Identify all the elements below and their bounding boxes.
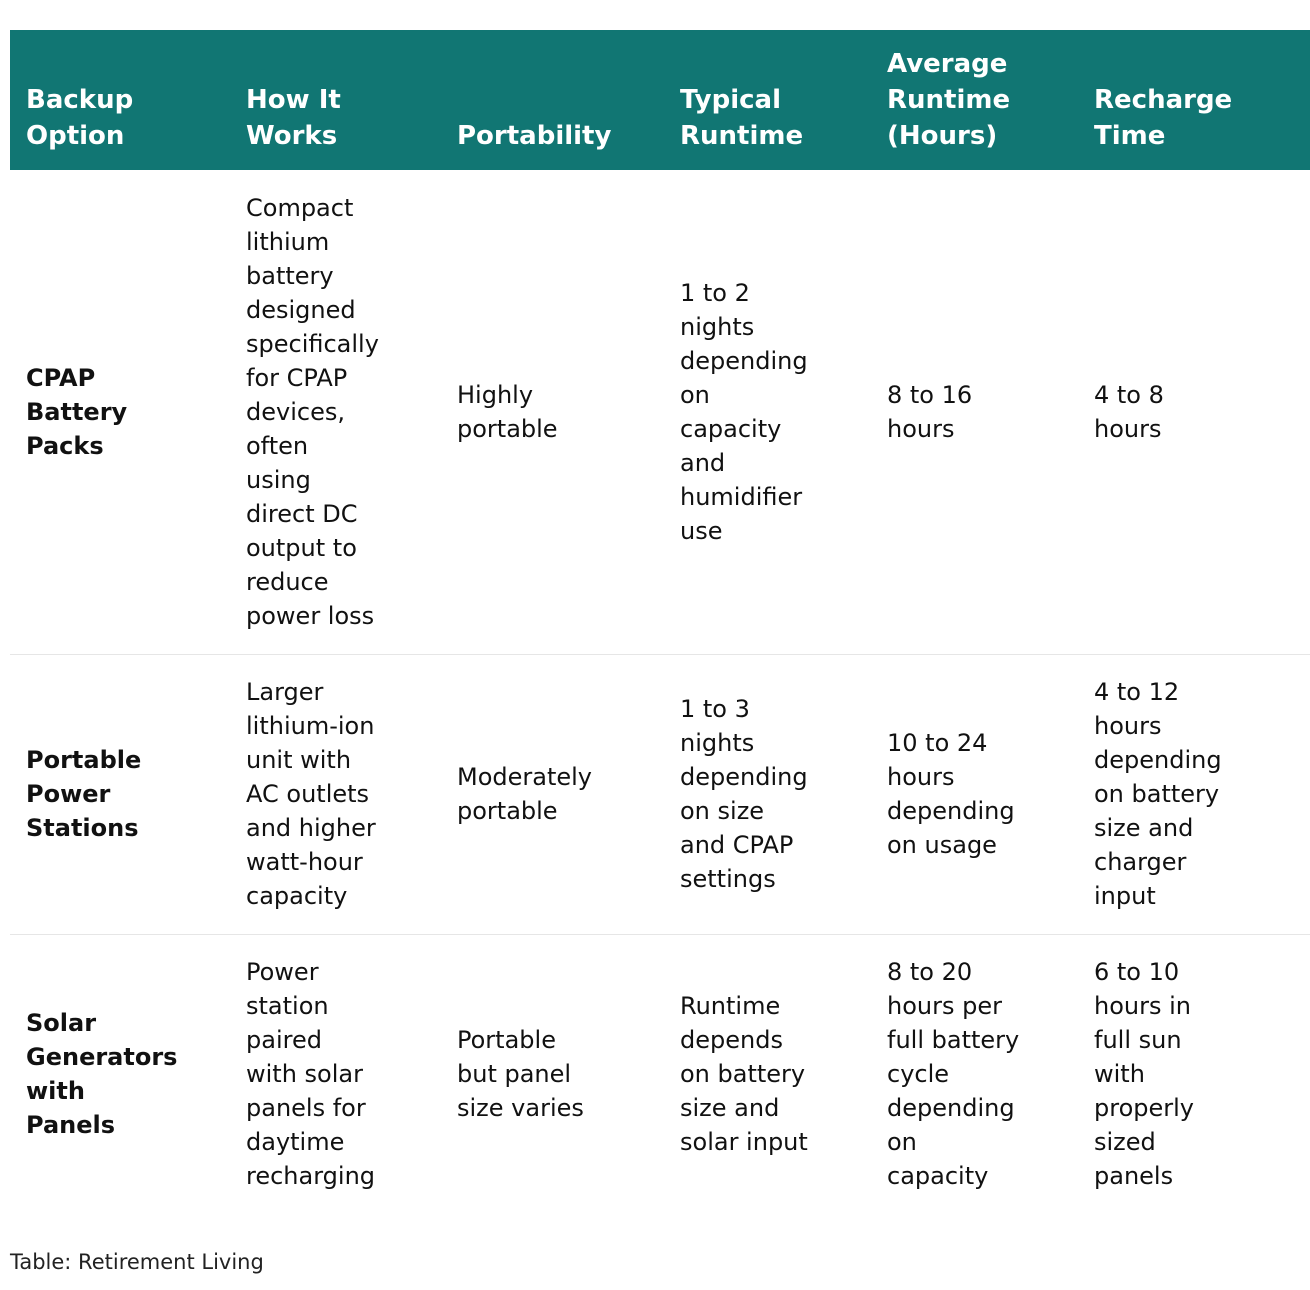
- table-row: [10, 170, 1310, 654]
- cell-line: and CPAP: [680, 831, 794, 859]
- cell-line: and: [680, 448, 726, 477]
- header-line: Runtime: [887, 85, 1011, 115]
- cell-line: capacity: [887, 1162, 989, 1191]
- cell-line: depending: [887, 1094, 1015, 1123]
- cell-line: unit with: [246, 746, 352, 774]
- table-body: [10, 170, 1310, 1214]
- cell-line: panels: [1094, 1162, 1174, 1191]
- cell-line: properly: [1094, 1094, 1194, 1123]
- cell-line: size and: [1094, 814, 1194, 842]
- cell-line: on usage: [887, 831, 997, 859]
- cell-line: sized: [1094, 1128, 1156, 1157]
- header-line: Time: [1094, 121, 1166, 151]
- cell-line: size varies: [457, 1094, 584, 1123]
- cell-line: humidifier: [680, 482, 803, 511]
- cell-line: power loss: [246, 601, 375, 630]
- cell-line: nights: [680, 312, 755, 341]
- cell-line: portable: [457, 797, 558, 825]
- cell-line: station: [246, 992, 329, 1021]
- cell-line: watt-hour: [246, 848, 363, 876]
- cell-line: Stations: [26, 814, 139, 842]
- cell-line: Power: [26, 780, 111, 808]
- cell-line: Packs: [26, 431, 104, 460]
- average-runtime-cell: [871, 654, 1078, 934]
- cell-line: Runtime: [680, 992, 781, 1021]
- cell-line: CPAP: [26, 363, 96, 392]
- table-row: [10, 654, 1310, 934]
- cell-line: recharging: [246, 1162, 376, 1191]
- cell-line: daytime: [246, 1128, 345, 1157]
- average-runtime-cell: [871, 170, 1078, 654]
- table-caption: Table: Retirement Living: [10, 1250, 264, 1274]
- cell-line: with: [1094, 1060, 1145, 1089]
- cell-line: portable: [457, 414, 558, 443]
- cell-line: on size: [680, 797, 765, 825]
- recharge-time-cell: [1078, 654, 1310, 934]
- cell-line: use: [680, 516, 723, 545]
- header-average-runtime: [871, 30, 1078, 170]
- recharge-time-cell: [1078, 170, 1310, 654]
- cell-line: 1 to 3: [680, 695, 750, 723]
- portability-cell: [441, 934, 664, 1214]
- header-recharge-time: [1078, 30, 1310, 170]
- cell-line: hours: [1094, 414, 1162, 443]
- cell-line: but panel: [457, 1060, 572, 1089]
- cell-line: Compact: [246, 193, 354, 222]
- cell-line: AC outlets: [246, 780, 370, 808]
- cell-line: often: [246, 431, 309, 460]
- cell-line: cycle: [887, 1060, 950, 1089]
- row-label: [10, 934, 230, 1214]
- cell-line: charger: [1094, 848, 1187, 876]
- cell-line: with solar: [246, 1060, 363, 1089]
- cell-line: lithium: [246, 227, 330, 256]
- cell-line: on battery: [1094, 780, 1220, 808]
- typical-runtime-cell: [664, 170, 871, 654]
- table-header-row: [10, 30, 1310, 170]
- cell-line: Portable: [26, 746, 142, 774]
- typical-runtime-cell: [664, 934, 871, 1214]
- cell-line: full battery: [887, 1026, 1020, 1055]
- cell-line: depending: [1094, 746, 1222, 774]
- cell-line: on: [887, 1128, 917, 1157]
- cell-line: lithium-ion: [246, 712, 375, 740]
- header-how-it-works: [230, 30, 441, 170]
- how-it-works-cell: [230, 654, 441, 934]
- header-line: Backup: [26, 85, 134, 115]
- cell-line: 6 to 10: [1094, 958, 1180, 987]
- typical-runtime-cell: [664, 654, 871, 934]
- cell-line: capacity: [680, 414, 782, 443]
- row-label: [10, 654, 230, 934]
- cell-line: Power: [246, 958, 319, 987]
- cell-line: nights: [680, 729, 755, 757]
- cell-line: 1 to 2: [680, 278, 750, 307]
- cell-line: size and: [680, 1094, 780, 1123]
- cell-line: with: [26, 1077, 85, 1106]
- header-line: Average: [887, 49, 1008, 79]
- cell-line: capacity: [246, 882, 348, 910]
- how-it-works-cell: [230, 170, 441, 654]
- header-line: Typical: [680, 85, 781, 115]
- cell-line: 8 to 20: [887, 958, 973, 987]
- cell-line: 4 to 12: [1094, 678, 1180, 706]
- cell-line: Solar: [26, 1009, 97, 1038]
- average-runtime-cell: [871, 934, 1078, 1214]
- cell-line: Panels: [26, 1111, 116, 1140]
- cell-line: devices,: [246, 397, 345, 426]
- cell-line: hours: [1094, 712, 1162, 740]
- cell-line: on: [680, 380, 710, 409]
- header-line: Portability: [457, 121, 612, 151]
- cell-line: panels for: [246, 1094, 366, 1123]
- cell-line: Highly: [457, 380, 534, 409]
- cell-line: paired: [246, 1026, 322, 1055]
- cell-line: settings: [680, 865, 776, 893]
- backup-options-table: [10, 30, 1310, 1214]
- table-row: [10, 934, 1310, 1214]
- header-backup-option: [10, 30, 230, 170]
- cell-line: Battery: [26, 397, 128, 426]
- cell-line: on battery: [680, 1060, 806, 1089]
- cell-line: specifically: [246, 329, 379, 358]
- cell-line: for CPAP: [246, 363, 348, 392]
- cell-line: full sun: [1094, 1026, 1182, 1055]
- cell-line: 4 to 8: [1094, 380, 1164, 409]
- cell-line: depending: [887, 797, 1015, 825]
- cell-line: input: [1094, 882, 1156, 910]
- cell-line: using: [246, 465, 311, 494]
- cell-line: and higher: [246, 814, 376, 842]
- cell-line: hours: [887, 763, 955, 791]
- cell-line: solar input: [680, 1128, 808, 1157]
- header-line: Runtime: [680, 121, 804, 151]
- cell-line: direct DC: [246, 499, 358, 528]
- header-line: Works: [246, 121, 338, 151]
- cell-line: output to: [246, 533, 357, 562]
- cell-line: hours in: [1094, 992, 1191, 1021]
- cell-line: depends: [680, 1026, 783, 1055]
- cell-line: designed: [246, 295, 356, 324]
- cell-line: Portable: [457, 1026, 556, 1055]
- cell-line: depending: [680, 346, 808, 375]
- header-line: Recharge: [1094, 85, 1233, 115]
- header-line: Option: [26, 121, 125, 151]
- portability-cell: [441, 170, 664, 654]
- header-line: (Hours): [887, 121, 998, 151]
- how-it-works-cell: [230, 934, 441, 1214]
- recharge-time-cell: [1078, 934, 1310, 1214]
- cell-line: battery: [246, 261, 334, 290]
- cell-line: 10 to 24: [887, 729, 988, 757]
- cell-line: Generators: [26, 1043, 178, 1072]
- header-typical-runtime: [664, 30, 871, 170]
- cell-line: Moderately: [457, 763, 593, 791]
- cell-line: Larger: [246, 678, 324, 706]
- portability-cell: [441, 654, 664, 934]
- cell-line: depending: [680, 763, 808, 791]
- header-portability: [441, 30, 664, 170]
- row-label: [10, 170, 230, 654]
- comparison-table-container: [10, 30, 1233, 1214]
- cell-line: hours per: [887, 992, 1002, 1021]
- cell-line: 8 to 16: [887, 380, 973, 409]
- cell-line: reduce: [246, 567, 329, 596]
- cell-line: hours: [887, 414, 955, 443]
- header-line: How It: [246, 85, 341, 115]
